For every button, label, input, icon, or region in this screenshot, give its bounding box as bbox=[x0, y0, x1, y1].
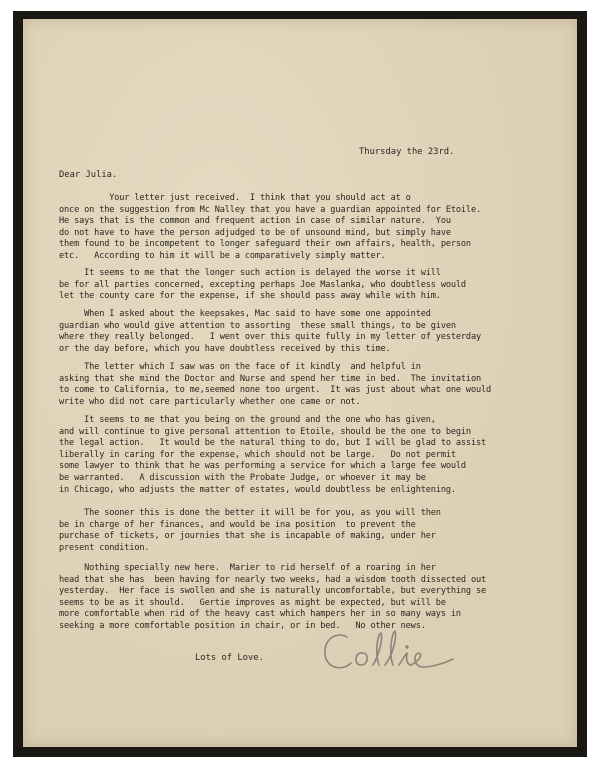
text-line: more comfortable when rid of the heavy cast which hampers her in so many ways in bbox=[59, 609, 461, 620]
text-line: head that she has been having for nearly two weeks, had a wisdom tooth dissected out bbox=[59, 574, 487, 585]
text-line: guardian who would give attention to assorting these small things, to be given bbox=[59, 320, 456, 331]
paragraph-1 bbox=[59, 193, 567, 263]
text-line: be for all parties concerned, excepting perhaps Joe Maslanka, who doubtless would bbox=[59, 279, 466, 290]
text-line: Your letter just received. I think that you should act at o bbox=[59, 193, 411, 203]
text-line: or the day before, which you have doubtless received by this time. bbox=[59, 343, 391, 354]
text-line: seeking a more comfortable position in chair, or in bed. No other news. bbox=[59, 620, 426, 631]
paragraph-5 bbox=[59, 415, 567, 496]
text-line: let the county care for the expense, if she should pass away while with him. bbox=[59, 291, 441, 302]
letter-greeting: Dear Julia. bbox=[59, 170, 118, 180]
text-line: be in charge of her finances, and would be ina position to prevent the bbox=[59, 519, 416, 530]
text-line: be warranted. A discussion with the Probate Judge, or whoever it may be bbox=[59, 472, 426, 483]
letter-page bbox=[23, 19, 577, 747]
text-line: in Chicago, who adjusts the matter of estates, would doubtless be enlightening. bbox=[59, 484, 456, 495]
text-line: He says that is the common and frequent action in case of similar nature. You bbox=[59, 216, 451, 227]
paragraph-4 bbox=[59, 362, 567, 408]
text-line: When I asked about the keepsakes, Mac said to have some one appointed bbox=[59, 309, 431, 319]
text-line: It seems to me that you being on the ground and the one who has given, bbox=[59, 415, 436, 425]
text-line: seems to be as it should. Gertie improves as might be expected, but will be bbox=[59, 597, 446, 608]
text-line: some lawyer to think that he was performing a service for which a large fee would bbox=[59, 461, 466, 472]
text-line: where they really belonged. I went over this quite fully in my letter of yesterday bbox=[59, 332, 482, 343]
text-line: The letter which I saw was on the face of it kindly and helpful in bbox=[59, 362, 421, 372]
text-line: present condition. bbox=[59, 542, 150, 553]
paragraph-3 bbox=[59, 309, 567, 355]
text-line: purchase of tickets, or journies that she is incapable of making, under her bbox=[59, 531, 436, 542]
paragraph-7 bbox=[59, 563, 567, 633]
text-line: etc. According to him it will be a comparatively simply matter. bbox=[59, 250, 386, 261]
paragraph-2 bbox=[59, 268, 567, 303]
text-line: Nothing specially new here. Marier to rid herself of a roaring in her bbox=[59, 563, 436, 573]
text-line: It seems to me that the longer such action is delayed the worse it will bbox=[59, 268, 441, 278]
text-line: do not have to have the person adjudged to be of unsound mind, but simply have bbox=[59, 227, 451, 238]
text-line: liberally in caring for the expense, which should not be large. Do not permit bbox=[59, 449, 456, 460]
text-line: the legal action. It would be the natural thing to do, but I will be glad to assist bbox=[59, 438, 487, 449]
text-line: write who did not care particularly whether one came or not. bbox=[59, 396, 361, 407]
handwritten-signature bbox=[319, 625, 459, 677]
text-line: and will continue to give personal attention to Etoile, should be the one to begin bbox=[59, 426, 471, 437]
text-line: them found to be incompetent to longer safeguard their own affairs, health, person bbox=[59, 239, 471, 250]
text-line: asking that she mind the Doctor and Nurse and spend her time in bed. The invitation bbox=[59, 373, 482, 384]
text-line: to come to California, to me,seemed none too urgent. It was just about what one would bbox=[59, 385, 492, 396]
letter-date: Thursday the 23rd. bbox=[359, 147, 455, 157]
text-line: yesterday. Her face is swollen and she is naturally uncomfortable, but everything se bbox=[59, 586, 487, 597]
letter-closing: Lots of Love. bbox=[195, 653, 264, 663]
paragraph-6 bbox=[59, 508, 567, 554]
text-line: The sooner this is done the better it will be for you, as you will then bbox=[59, 508, 441, 518]
text-line: once on the suggestion from Mc Nalley that you have a guardian appointed for Etoile. bbox=[59, 204, 482, 215]
